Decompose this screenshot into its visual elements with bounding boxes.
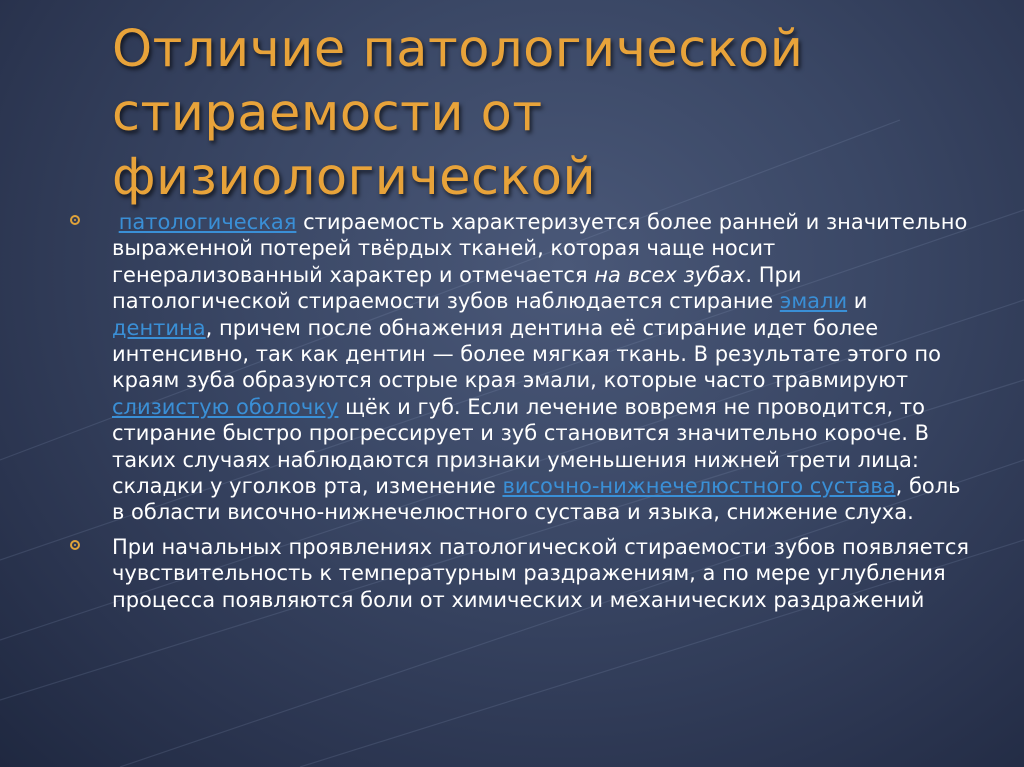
slide-body (70, 209, 970, 613)
body-text: При начальных проявлениях патологической стираемости зубов появляется чувствительность к температурным раздражениям, а по мере углубления процесса появляются боли от химических и механических раздражений (112, 534, 970, 612)
link-pathological[interactable]: патологическая (118, 210, 297, 234)
link-enamel[interactable]: эмали (779, 289, 848, 314)
link-tmj[interactable]: височно-нижнечелюстного сустава (502, 474, 896, 499)
ring-bullet-icon (70, 540, 80, 550)
body-text: . При патологической стираемости зубов наблюдается стирание (112, 262, 802, 314)
body-text-italic: на всех зубах (594, 262, 746, 287)
bullet-item-1 (70, 209, 970, 526)
body-text: стираемость характеризуется более ранней и значительно выраженной потерей твёрдых тканей, которая чаще носит генерализованный характер и отмечается (112, 210, 968, 287)
body-text: , причем после обнажения дентина её стирание идет более интенсивно, так как дентин — более мягкая ткань. В результате этого по краям зуба образуются острые края эмали, которые часто травмируют (112, 315, 942, 393)
link-mucous-membrane[interactable]: слизистую оболочку (112, 394, 339, 419)
bullet-item-2 (70, 534, 970, 613)
link-dentin[interactable]: дентина (112, 315, 206, 340)
body-text: и (847, 289, 868, 314)
slide-title: Отличие патологической стираемости от физиологической (112, 20, 804, 207)
body-text: , боль в области височно-нижнечелюстного сустава и языка, снижение слуха. (112, 474, 961, 525)
ring-bullet-icon (70, 215, 80, 225)
body-text: щёк и губ. Если лечение вовремя не проводится, то стирание быстро прогрессирует и зуб становится значительно короче. В таких случаях наблюдаются признаки уменьшения нижней трети лица: складки у уголков рта, изменение (112, 394, 929, 499)
